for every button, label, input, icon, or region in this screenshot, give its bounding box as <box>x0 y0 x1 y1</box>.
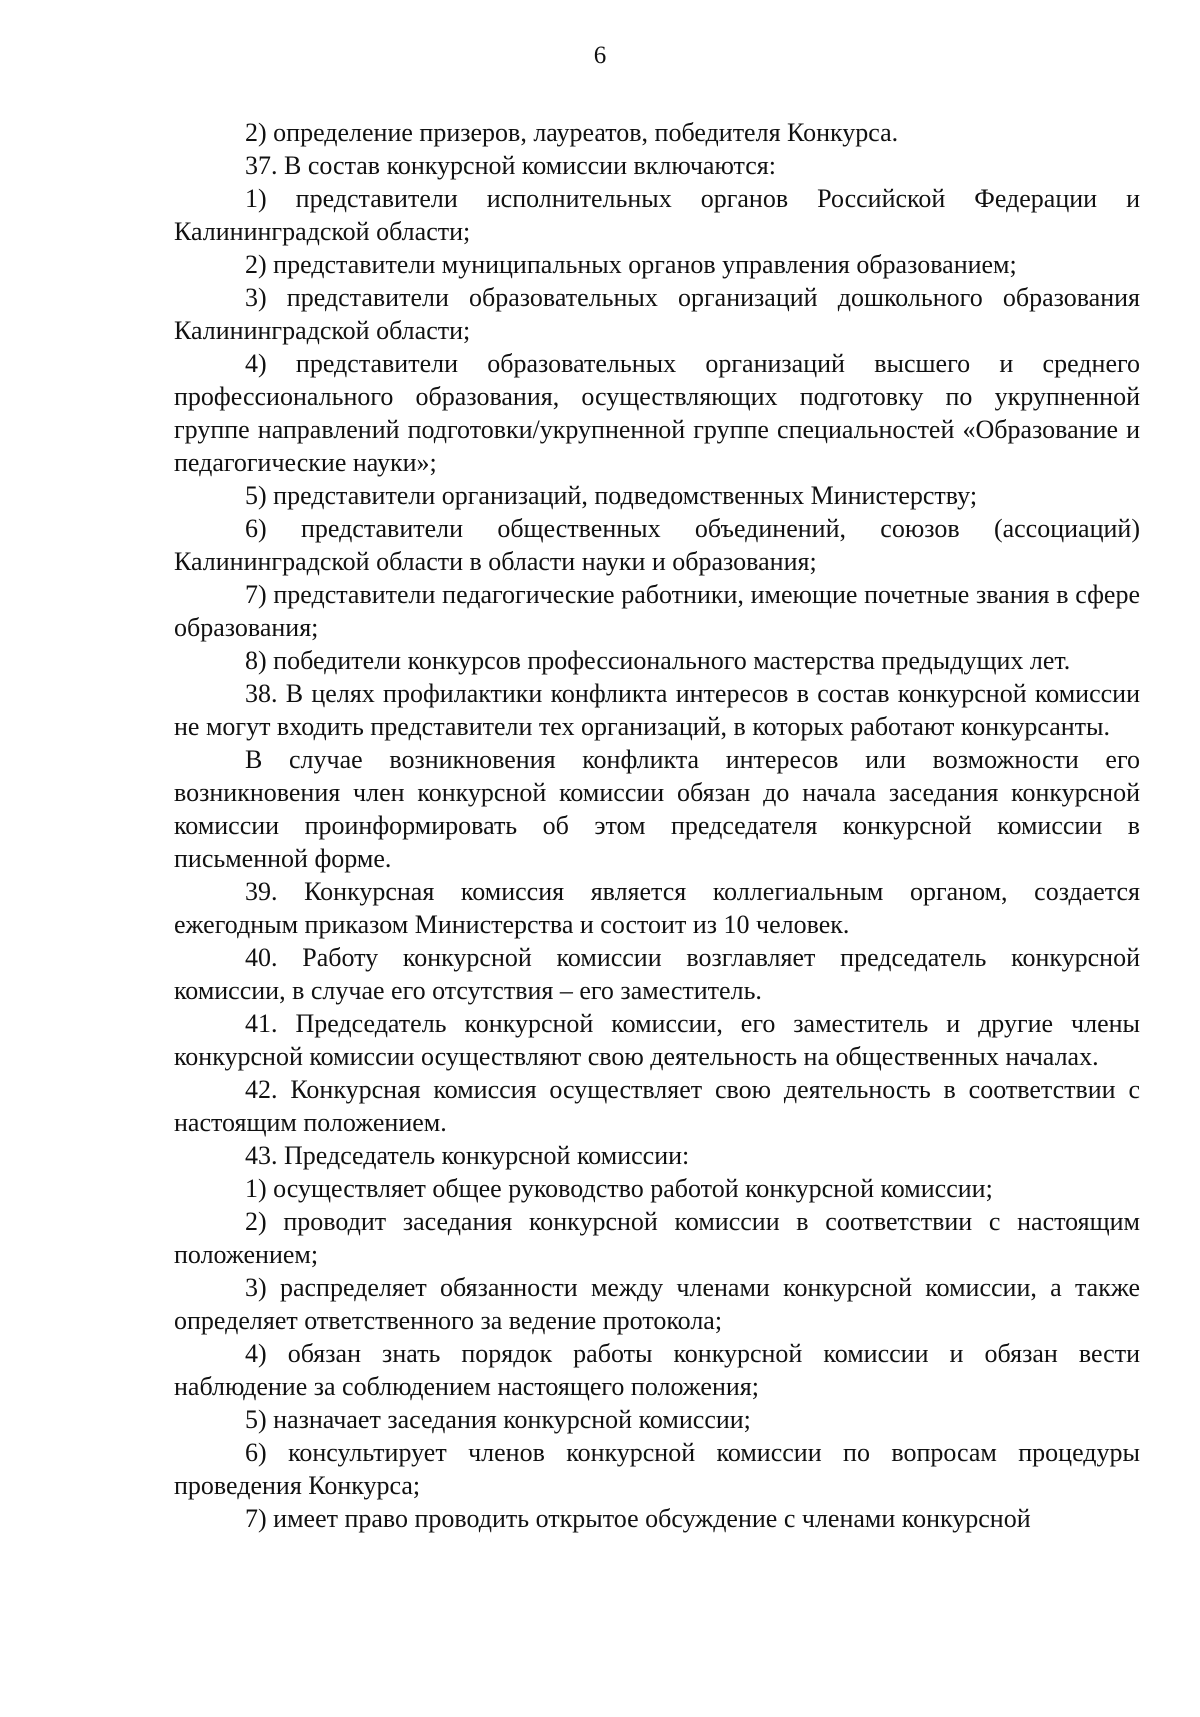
paragraph: 42. Конкурсная комиссия осуществляет свою деятельность в соответствии с настоящим положением. <box>174 1075 1140 1137</box>
paragraph: 40. Работу конкурсной комиссии возглавляет председатель конкурсной комиссии, в случае его отсутствия – его заместитель. <box>174 943 1140 1005</box>
paragraph: 2) представители муниципальных органов управления образованием; <box>245 250 1017 279</box>
paragraph: 41. Председатель конкурсной комиссии, его заместитель и другие члены конкурсной комиссии осуществляют свою деятельность на общественных началах. <box>174 1009 1140 1071</box>
paragraph: 2) проводит заседания конкурсной комиссии в соответствии с настоящим положением; <box>174 1207 1140 1269</box>
paragraph: 8) победители конкурсов профессионального мастерства предыдущих лет. <box>245 646 1071 675</box>
paragraph: 1) представители исполнительных органов Российской Федерации и Калининградской области; <box>174 184 1140 246</box>
paragraph: 4) обязан знать порядок работы конкурсной комиссии и обязан вести наблюдение за соблюдением настоящего положения; <box>174 1339 1140 1401</box>
paragraph: 7) имеет право проводить открытое обсуждение с членами конкурсной <box>245 1504 1031 1533</box>
paragraph: 5) представители организаций, подведомственных Министерству; <box>245 481 978 510</box>
paragraph: 2) определение призеров, лауреатов, победителя Конкурса. <box>245 118 899 147</box>
paragraph: 43. Председатель конкурсной комиссии: <box>245 1141 690 1170</box>
paragraph: 1) осуществляет общее руководство работой конкурсной комиссии; <box>245 1174 993 1203</box>
paragraph: 39. Конкурсная комиссия является коллегиальным органом, создается ежегодным приказом Министерства и состоит из 10 человек. <box>174 877 1140 939</box>
paragraph: В случае возникновения конфликта интересов или возможности его возникновения член конкурсной комиссии обязан до начала заседания конкурсной комиссии проинформировать об этом председателя конкурсной комиссии в письменной форме. <box>174 745 1140 873</box>
paragraph: 3) распределяет обязанности между членами конкурсной комиссии, а также определяет ответственного за ведение протокола; <box>174 1273 1140 1335</box>
page-number: 6 <box>593 42 607 69</box>
paragraph: 38. В целях профилактики конфликта интересов в состав конкурсной комиссии не могут входить представители тех организаций, в которых работают конкурсанты. <box>174 679 1140 741</box>
paragraph: 37. В состав конкурсной комиссии включаются: <box>245 151 776 180</box>
document-body <box>174 116 1140 1535</box>
paragraph: 4) представители образовательных организаций высшего и среднего профессионального образования, осуществляющих подготовку по укрупненной группе направлений подготовки/укрупненной группе специальностей «Образование и педагогические науки»; <box>174 349 1140 477</box>
paragraph: 6) консультирует членов конкурсной комиссии по вопросам процедуры проведения Конкурса; <box>174 1438 1140 1500</box>
paragraph: 5) назначает заседания конкурсной комиссии; <box>245 1405 751 1434</box>
paragraph: 3) представители образовательных организаций дошкольного образования Калининградской области; <box>174 283 1140 345</box>
paragraph: 6) представители общественных объединений, союзов (ассоциаций) Калининградской области в области науки и образования; <box>174 514 1140 576</box>
paragraph: 7) представители педагогические работники, имеющие почетные звания в сфере образования; <box>174 580 1140 642</box>
